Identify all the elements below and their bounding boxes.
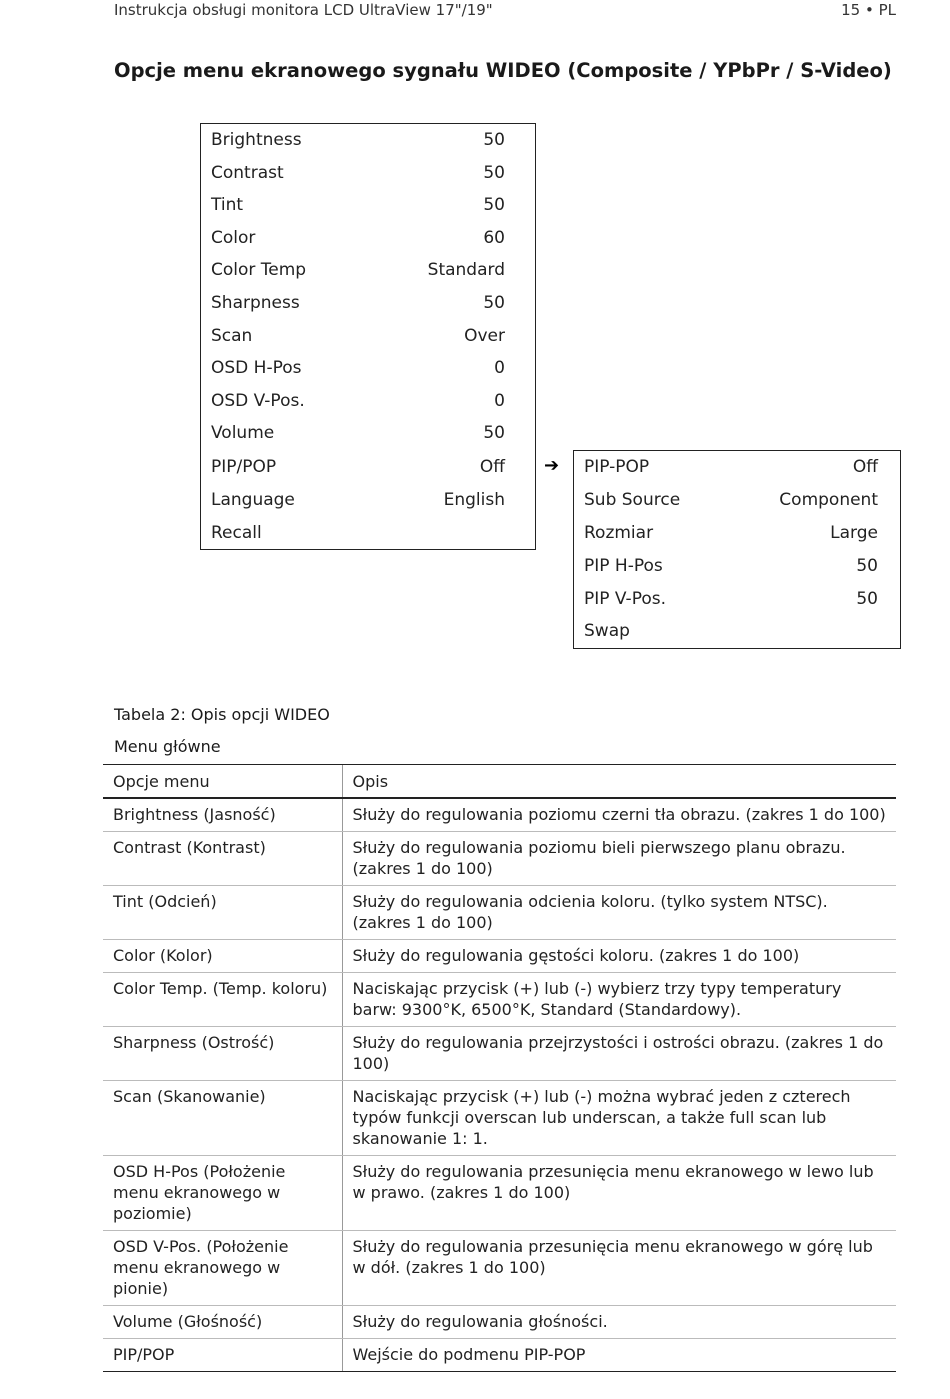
description-cell: Naciskając przycisk (+) lub (-) wybierz trzy typy temperatury barw: 9300°K, 6500°K, Standard (Standardowy). (342, 973, 896, 1027)
section-title: Opcje menu ekranowego sygnału WIDEO (Composite / YPbPr / S-Video) (114, 59, 892, 82)
table-row (103, 798, 896, 832)
table-row (103, 886, 896, 940)
table-row (103, 1306, 896, 1339)
description-cell: Służy do regulowania gęstości koloru. (zakres 1 do 100) (342, 940, 896, 973)
menu-row-brightness (211, 128, 505, 152)
table-row (103, 1027, 896, 1081)
option-cell: Scan (Skanowanie) (103, 1081, 342, 1156)
menu-value: Over (464, 326, 505, 346)
description-cell: Służy do regulowania przesunięcia menu ekranowego w górę lub w dół. (zakres 1 do 100) (342, 1231, 896, 1306)
option-cell: Tint (Odcień) (103, 886, 342, 940)
description-cell: Służy do regulowania poziomu czerni tła obrazu. (zakres 1 do 100) (342, 798, 896, 832)
menu-value: 60 (483, 228, 505, 248)
menu-value: Off (479, 457, 505, 477)
column-header-description: Opis (342, 765, 896, 799)
menu-label: Color (211, 228, 256, 248)
submenu-row-pip-h-pos (584, 554, 878, 578)
menu-row-contrast (211, 161, 505, 185)
menu-value: Large (830, 523, 878, 543)
menu-row-volume (211, 421, 505, 445)
menu-value: 50 (856, 556, 878, 576)
menu-value: 50 (483, 423, 505, 443)
table-row (103, 1231, 896, 1306)
description-cell: Służy do regulowania głośności. (342, 1306, 896, 1339)
menu-value: 50 (483, 293, 505, 313)
submenu-row-sub-source (584, 488, 878, 512)
menu-label: PIP V-Pos. (584, 589, 666, 609)
menu-label: OSD V-Pos. (211, 391, 305, 411)
menu-label: Swap (584, 621, 630, 641)
menu-value: 50 (483, 163, 505, 183)
menu-label: OSD H-Pos (211, 358, 302, 378)
menu-label: Volume (211, 423, 275, 443)
menu-value: 50 (483, 130, 505, 150)
table-row (103, 832, 896, 886)
menu-value: English (443, 490, 505, 510)
option-cell: Volume (Głośność) (103, 1306, 342, 1339)
column-header-option: Opcje menu (103, 765, 342, 799)
table-row (103, 940, 896, 973)
menu-label: Rozmiar (584, 523, 654, 543)
description-cell: Służy do regulowania przesunięcia menu ekranowego w lewo lub w prawo. (zakres 1 do 100) (342, 1156, 896, 1231)
table-row (103, 1081, 896, 1156)
submenu-row-pip-v-pos (584, 587, 878, 611)
menu-value: Standard (427, 260, 505, 280)
table-caption: Tabela 2: Opis opcji WIDEO (114, 705, 330, 724)
menu-row-sharpness (211, 291, 505, 315)
menu-label: Sub Source (584, 490, 681, 510)
table-header-row (103, 765, 896, 799)
menu-row-color (211, 226, 505, 250)
osd-pip-pop-submenu (573, 450, 901, 649)
option-cell: Brightness (Jasność) (103, 798, 342, 832)
menu-label: Brightness (211, 130, 302, 150)
osd-main-menu (200, 123, 536, 550)
menu-label: Tint (211, 195, 244, 215)
menu-row-color-temp (211, 258, 505, 282)
menu-value: 0 (494, 391, 505, 411)
table-row (103, 1156, 896, 1231)
menu-label: Recall (211, 523, 262, 543)
menu-label: Contrast (211, 163, 284, 183)
description-cell: Służy do regulowania odcienia koloru. (tylko system NTSC). (zakres 1 do 100) (342, 886, 896, 940)
submenu-row-swap (584, 619, 878, 643)
right-arrow-icon: ➔ (544, 455, 560, 476)
option-cell: Contrast (Kontrast) (103, 832, 342, 886)
table-subcaption: Menu główne (114, 737, 221, 756)
menu-value: 50 (856, 589, 878, 609)
menu-row-recall (211, 521, 505, 545)
running-header-title: Instrukcja obsługi monitora LCD UltraView 17"/19" (114, 1, 493, 19)
description-cell: Wejście do podmenu PIP-POP (342, 1339, 896, 1372)
menu-label: PIP H-Pos (584, 556, 663, 576)
menu-row-scan (211, 324, 505, 348)
table-row (103, 1339, 896, 1372)
menu-row-language (211, 488, 505, 512)
option-cell: Color (Kolor) (103, 940, 342, 973)
menu-label: Color Temp (211, 260, 307, 280)
option-cell: OSD H-Pos (Położenie menu ekranowego w poziomie) (103, 1156, 342, 1231)
menu-row-tint (211, 193, 505, 217)
option-cell: PIP/POP (103, 1339, 342, 1372)
options-description-table (103, 764, 896, 1372)
menu-value: Component (779, 490, 878, 510)
menu-row-osd-h-pos (211, 356, 505, 380)
description-cell: Służy do regulowania poziomu bieli pierwszego planu obrazu. (zakres 1 do 100) (342, 832, 896, 886)
option-cell: Sharpness (Ostrość) (103, 1027, 342, 1081)
option-cell: OSD V-Pos. (Położenie menu ekranowego w pionie) (103, 1231, 342, 1306)
submenu-row-pip-pop (584, 455, 878, 479)
menu-row-pip-pop (211, 455, 505, 479)
option-cell: Color Temp. (Temp. koloru) (103, 973, 342, 1027)
menu-label: Sharpness (211, 293, 300, 313)
description-cell: Służy do regulowania przejrzystości i ostrości obrazu. (zakres 1 do 100) (342, 1027, 896, 1081)
table-row (103, 973, 896, 1027)
menu-value: Off (852, 457, 878, 477)
menu-value: 50 (483, 195, 505, 215)
menu-label: PIP/POP (211, 457, 277, 477)
submenu-row-rozmiar (584, 521, 878, 545)
description-cell: Naciskając przycisk (+) lub (-) można wybrać jeden z czterech typów funkcji overscan lub underscan, a także full scan lub skanowanie 1: 1. (342, 1081, 896, 1156)
menu-label: PIP-POP (584, 457, 650, 477)
menu-label: Language (211, 490, 295, 510)
page-number: 15 • PL (841, 1, 896, 19)
menu-row-osd-v-pos (211, 389, 505, 413)
menu-value: 0 (494, 358, 505, 378)
menu-label: Scan (211, 326, 253, 346)
